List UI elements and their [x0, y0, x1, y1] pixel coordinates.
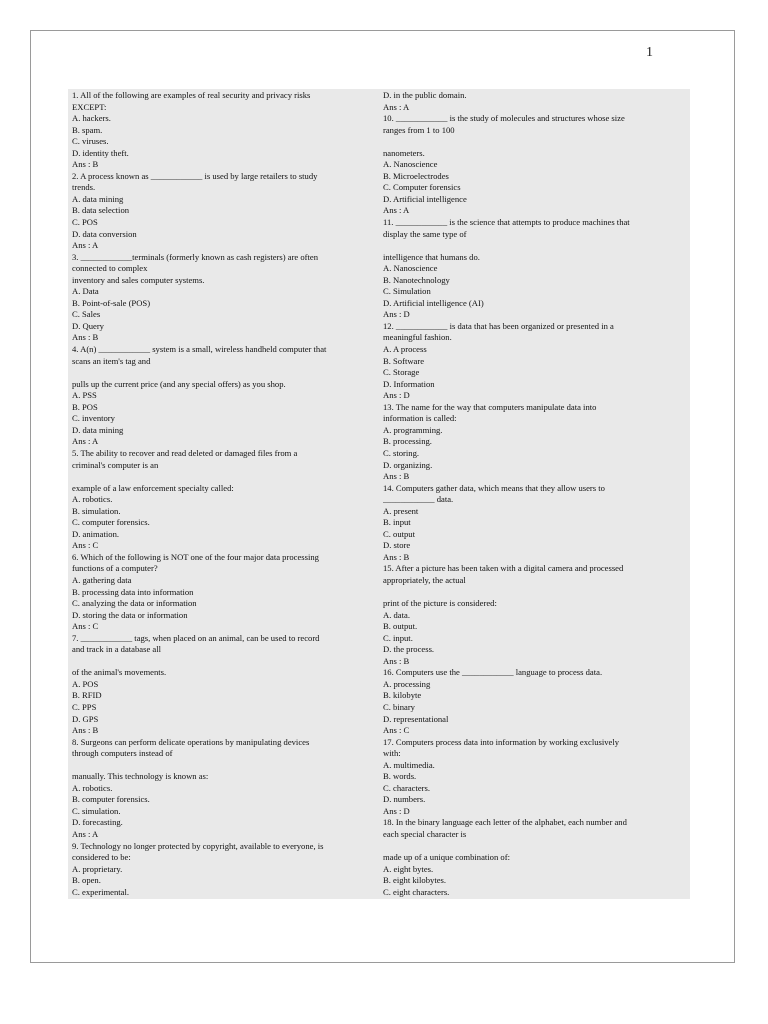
- text-line: [383, 240, 686, 252]
- text-line: B. Nanotechnology: [383, 274, 450, 285]
- text-line: D. in the public domain.: [383, 90, 467, 100]
- text-line: D. identity theft.: [72, 147, 129, 158]
- text-line: D. representational: [383, 713, 449, 724]
- text-line: 15. After a picture has been taken with a digital camera and processed: [383, 563, 624, 574]
- text-line: connected to complex: [72, 263, 148, 274]
- text-line: functions of a computer?: [72, 563, 158, 574]
- text-line: 8. Surgeons can perform delicate operations by manipulating devices: [72, 736, 310, 747]
- text-line: D. the process.: [383, 644, 435, 655]
- text-line: B. open.: [72, 875, 101, 886]
- text-line: example of a law enforcement specialty called:: [72, 482, 234, 493]
- text-line: Ans : A: [383, 101, 410, 112]
- text-line: C. viruses.: [72, 136, 109, 147]
- text-line: B. POS: [72, 401, 98, 412]
- text-line: D. storing the data or information: [72, 609, 188, 620]
- text-line: B. output.: [383, 621, 418, 632]
- text-line: Ans : A: [72, 436, 99, 447]
- text-line: ranges from 1 to 100: [383, 124, 455, 135]
- text-line: Ans : A: [383, 205, 410, 216]
- text-line: criminal's computer is an: [72, 459, 159, 470]
- text-line: B. processing.: [383, 436, 432, 447]
- text-line: D. forecasting.: [72, 817, 123, 828]
- text-line: Ans : C: [72, 621, 99, 632]
- text-line: B. kilobyte: [383, 690, 422, 701]
- text-line: C. experimental.: [72, 886, 130, 897]
- text-line: C. PPS: [72, 701, 97, 712]
- text-line: D. Artificial intelligence (AI): [383, 297, 484, 308]
- text-line: [383, 587, 686, 599]
- text-line: B. Microelectrodes: [383, 170, 449, 181]
- text-line: through computers instead of: [72, 748, 173, 759]
- text-line: A. proprietary.: [72, 863, 123, 874]
- right-column: [379, 89, 690, 899]
- text-line: and track in a database all: [72, 644, 161, 655]
- text-line: Ans : A: [72, 829, 99, 839]
- text-line: each special character is: [383, 829, 467, 839]
- text-line: Ans : B: [383, 471, 410, 482]
- text-line: B. computer forensics.: [72, 794, 150, 805]
- text-line: C. eight characters.: [383, 886, 450, 897]
- text-line: Ans : A: [72, 240, 99, 251]
- text-line: of the animal's movements.: [72, 667, 167, 678]
- text-line: [72, 760, 375, 772]
- text-line: C. simulation.: [72, 805, 121, 816]
- text-line: A. multimedia.: [383, 759, 435, 770]
- text-line: print of the picture is considered:: [383, 598, 497, 609]
- text-line: A. Nanoscience: [383, 159, 438, 170]
- text-line: A. robotics.: [72, 782, 113, 793]
- text-line: D. organizing.: [383, 459, 433, 470]
- text-line: [72, 656, 375, 668]
- text-line: Ans : B: [72, 332, 99, 343]
- text-line: A. Data: [72, 286, 99, 297]
- text-line: Ans : C: [72, 540, 99, 551]
- text-line: manually. This technology is known as:: [72, 771, 209, 782]
- text-line: C. output: [383, 528, 415, 539]
- text-line: 11. ____________ is the science that attempts to produce machines that: [383, 217, 630, 228]
- text-line: Ans : B: [383, 655, 410, 666]
- text-line: Ans : D: [383, 390, 410, 401]
- text-line: D. GPS: [72, 713, 99, 724]
- text-line: Ans : D: [383, 309, 410, 320]
- text-line: A. eight bytes.: [383, 863, 434, 874]
- text-line: 4. A(n) ____________ system is a small, wireless handheld computer that: [72, 344, 327, 355]
- text-line: D. Artificial intelligence: [383, 193, 467, 204]
- text-line: Ans : D: [383, 805, 410, 816]
- text-line: D. Information: [383, 378, 435, 389]
- text-line: [383, 841, 686, 853]
- text-line: D. numbers.: [383, 794, 426, 805]
- text-line: 16. Computers use the ____________ language to process data.: [383, 667, 603, 678]
- text-line: A. robotics.: [72, 494, 113, 505]
- text-line: B. Point-of-sale (POS): [72, 297, 151, 308]
- text-line: scans an item's tag and: [72, 355, 151, 366]
- text-line: A. hackers.: [72, 113, 111, 124]
- text-line: intelligence that humans do.: [383, 251, 480, 262]
- text-line: pulls up the current price (and any special offers) as you shop.: [72, 378, 286, 389]
- text-line: C. input.: [383, 632, 413, 643]
- text-line: 5. The ability to recover and read deleted or damaged files from a: [72, 447, 298, 458]
- text-line: EXCEPT:: [72, 101, 107, 112]
- text-line: trends.: [72, 182, 96, 193]
- text-line: A. processing: [383, 678, 431, 689]
- text-line: B. words.: [383, 771, 417, 782]
- text-line: 6. Which of the following is NOT one of the four major data processing: [72, 551, 319, 562]
- text-line: display the same type of: [383, 228, 467, 239]
- text-line: C. computer forensics.: [72, 517, 150, 528]
- text-line: appropriately, the actual: [383, 574, 466, 585]
- text-line: C. Sales: [72, 309, 101, 320]
- left-column: [68, 89, 379, 899]
- text-line: 13. The name for the way that computers manipulate data into: [383, 401, 597, 412]
- text-line: B. Software: [383, 355, 425, 366]
- text-line: D. data mining: [72, 424, 124, 435]
- text-line: D. Query: [72, 320, 104, 331]
- page-number: 1: [646, 45, 653, 60]
- text-line: Ans : B: [383, 551, 410, 562]
- text-line: A. A process: [383, 344, 427, 355]
- text-line: A. gathering data: [72, 574, 132, 585]
- text-line: C. binary: [383, 701, 415, 712]
- text-line: A. data mining: [72, 193, 124, 204]
- text-line: 17. Computers process data into information by working exclusively: [383, 736, 620, 747]
- text-line: C. analyzing the data or information: [72, 598, 197, 609]
- text-line: B. eight kilobytes.: [383, 875, 447, 886]
- text-line: B. spam.: [72, 124, 103, 135]
- text-line: C. POS: [72, 217, 98, 228]
- text-line: A. programming.: [383, 424, 443, 435]
- text-line: A. present: [383, 505, 419, 516]
- text-line: C. inventory: [72, 413, 115, 424]
- text-line: 7. ____________ tags, when placed on an animal, can be used to record: [72, 632, 320, 643]
- text-line: A. data.: [383, 609, 410, 620]
- text-line: C. storing.: [383, 447, 420, 458]
- text-line: meaningful fashion.: [383, 332, 452, 343]
- text-line: B. simulation.: [72, 505, 121, 516]
- text-line: 3. ____________terminals (formerly known as cash registers) are often: [72, 251, 319, 262]
- text-line: considered to be:: [72, 852, 131, 863]
- text-line: 18. In the binary language each letter of the alphabet, each number and: [383, 817, 627, 828]
- text-line: [72, 471, 375, 483]
- text-line: A. POS: [72, 678, 99, 689]
- text-line: A. Nanoscience: [383, 263, 438, 274]
- text-line: 14. Computers gather data, which means that they allow users to: [383, 482, 605, 493]
- text-line: with:: [383, 748, 401, 759]
- text-line: A. PSS: [72, 390, 97, 401]
- text-line: made up of a unique combination of:: [383, 852, 510, 863]
- text-line: 2. A process known as ____________ is used by large retailers to study: [72, 170, 318, 181]
- text-line: ____________ data.: [383, 494, 454, 505]
- text-line: D. store: [383, 540, 411, 551]
- text-line: Ans : C: [383, 725, 410, 736]
- text-line: C. Computer forensics: [383, 182, 461, 193]
- text-line: [383, 136, 686, 148]
- text-line: 10. ____________ is the study of molecules and structures whose size: [383, 113, 625, 124]
- text-line: C. Storage: [383, 367, 420, 378]
- text-line: 12. ____________ is data that has been organized or presented in a: [383, 320, 614, 331]
- text-line: B. data selection: [72, 205, 130, 216]
- text-line: [72, 367, 375, 379]
- text-line: B. processing data into information: [72, 586, 194, 597]
- text-line: 1. All of the following are examples of real security and privacy risks: [72, 90, 311, 100]
- text-line: D. data conversion: [72, 228, 137, 239]
- text-line: information is called:: [383, 413, 457, 424]
- text-line: nanometers.: [383, 147, 425, 158]
- question-text-area: [68, 89, 690, 899]
- text-line: B. input: [383, 517, 411, 528]
- text-line: D. animation.: [72, 528, 120, 539]
- text-line: B. RFID: [72, 690, 102, 701]
- text-line: 9. Technology no longer protected by copyright, available to everyone, is: [72, 840, 324, 851]
- text-line: C. characters.: [383, 782, 431, 793]
- text-line: inventory and sales computer systems.: [72, 274, 205, 285]
- text-line: Ans : B: [72, 159, 99, 170]
- text-line: Ans : B: [72, 725, 99, 736]
- text-line: C. Simulation: [383, 286, 431, 297]
